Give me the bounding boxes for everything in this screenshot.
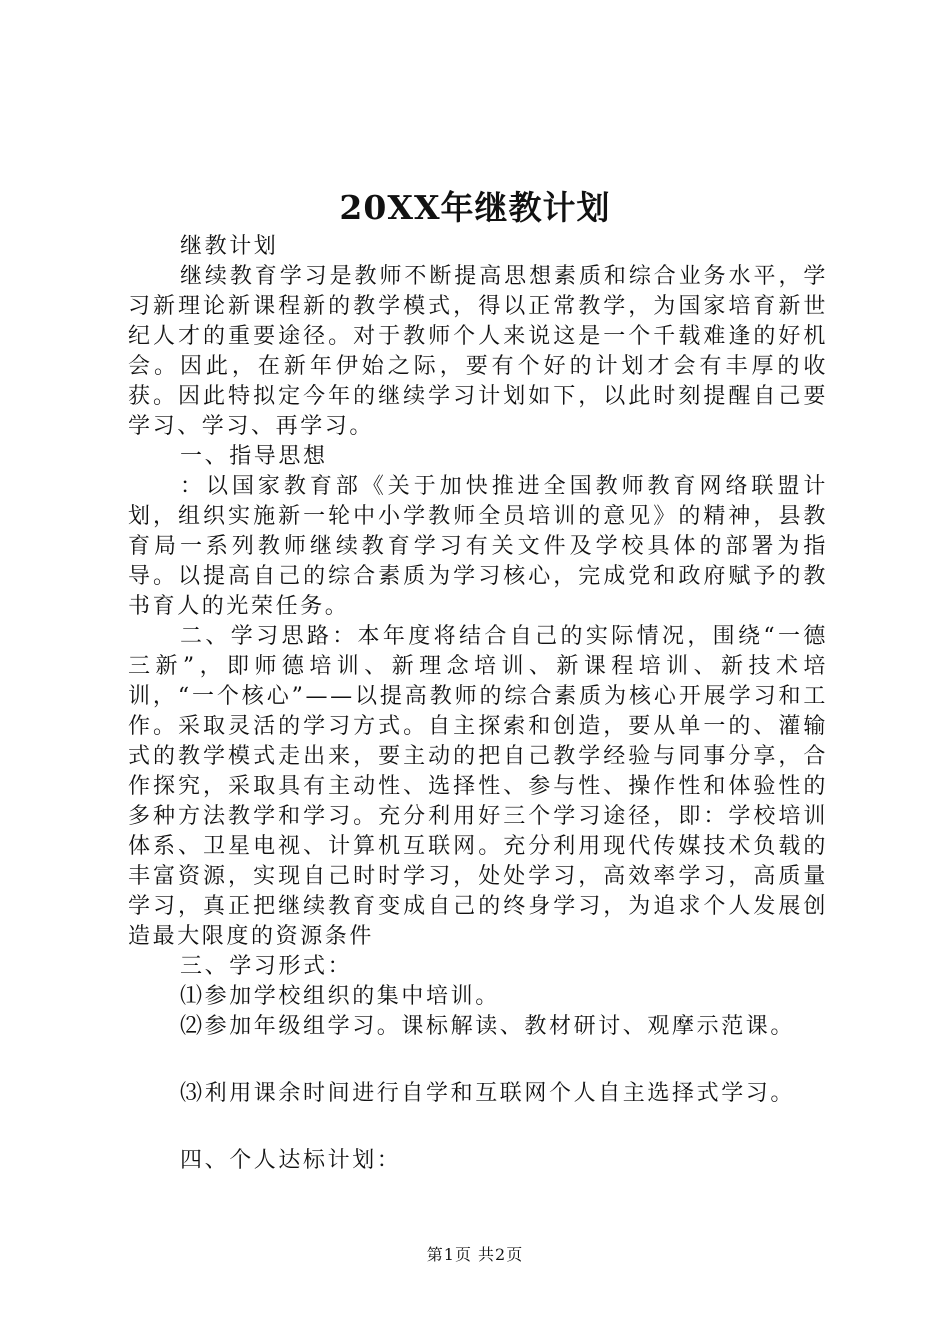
list-item-3: ⑶利用课余时间进行自学和互联网个人自主选择式学习。 bbox=[180, 1081, 796, 1106]
intro-paragraph: 继续教育学习是教师不断提高思想素质和综合业务水平，学习新理论新课程新的教学模式，得以正常教学，为国家培育新世纪人才的重要途径。对于教师个人来说这是一个千载难逢的好机会。因此，在新年伊始之际，要有个好的计划才会有丰厚的收获。因此特拟定今年的继续学习计划如下，以此时刻提醒自己要学习、学习、再学习。 bbox=[128, 264, 828, 439]
section-heading-personal-plan: 四、个人达标计划： bbox=[180, 1148, 402, 1173]
subtitle-paragraph: 继教计划 bbox=[180, 234, 279, 259]
guiding-ideology-paragraph: ：以国家教育部《关于加快推进全国教师教育网络联盟计划，组织实施新一轮中小学教师全员培训的意见》的精神，县教育局一系列教师继续教育学习有关文件及学校具体的部署为指导。以提高自己的综合素质为学习核心，完成党和政府赋予的教书育人的光荣任务。 bbox=[128, 474, 828, 619]
list-item-2: ⑵参加年级组学习。课标解读、教材研讨、观摩示范课。 bbox=[180, 1014, 796, 1039]
study-approach-paragraph: 二、学习思路：本年度将结合自己的实际情况，围绕“一德三新”，即师德培训、新理念培训、新课程培训、新技术培训，“一个核心”——以提高教师的综合素质为核心开展学习和工作。采取灵活的学习方式。自主探索和创造，要从单一的、灌输式的教学模式走出来，要主动的把自己教学经验与同事分享，合作探究，采取具有主动性、选择性、参与性、操作性和体验性的多种方法教学和学习。充分利用好三个学习途径，即：学校培训体系、卫星电视、计算机互联网。充分利用现代传媒技术负载的丰富资源，实现自己时时学习，处处学习，高效率学习，高质量学习，真正把继续教育变成自己的终身学习，为追求个人发展创造最大限度的资源条件 bbox=[128, 624, 828, 949]
document-title: 20XX年继教计划 bbox=[339, 188, 611, 227]
section-heading-study-forms: 三、学习形式： bbox=[180, 954, 353, 979]
list-item-1: ⑴参加学校组织的集中培训。 bbox=[180, 984, 500, 1009]
document-body bbox=[128, 232, 828, 1176]
page-footer: 第1页 共2页 bbox=[426, 1245, 524, 1264]
section-heading-guiding-ideology: 一、指导思想 bbox=[180, 444, 328, 469]
